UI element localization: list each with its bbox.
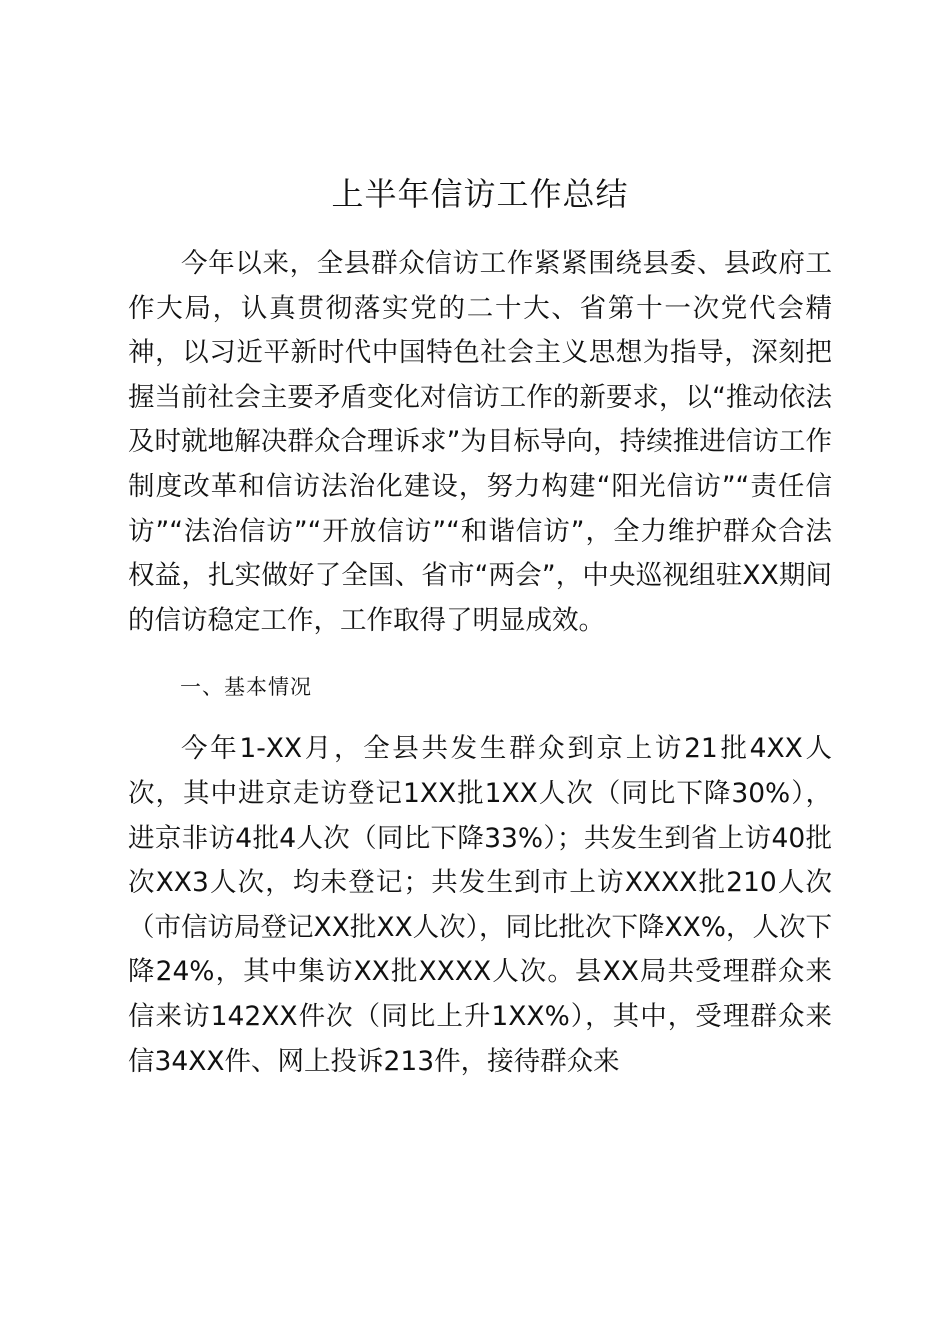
- document-title: 上半年信访工作总结: [331, 175, 629, 213]
- intro-paragraph: 今年以来，全县群众信访工作紧紧围绕县委、县政府工作大局，认真贯彻落实党的二十大、省第十一次党代会精神，以习近平新时代中国特色社会主义思想为指导，深刻把握当前社会主要矛盾变化对信访工作的新要求，以“推动依法及时就地解决群众合理诉求”为目标导向，持续推进信访工作制度改革和信访法治化建设，努力构建“阳光信访”“责任信访”“法治信访”“开放信访”“和谐信访”，全力维护群众合法权益，扎实做好了全国、省市“两会”，中央巡视组驻XX期间的信访稳定工作，工作取得了明显成效。: [128, 248, 832, 636]
- basic-situation-paragraph: 今年1-XX月，全县共发生群众到京上访21批4XX人次，其中进京走访登记1XX批1XX人次（同比下降30%），进京非访4批4人次（同比下降33%）；共发生到省上访40批次XX3人次，均未登记；共发生到市上访XXXX批210人次（市信访局登记XX批XX人次），同比批次下降XX%，人次下降24%，其中集访XX批XXXX人次。县XX局共受理群众来信来访142XX件次（同比上升1XX%），其中，受理群众来信34XX件、网上投诉213件，接待群众来: [128, 733, 832, 1077]
- document-content: [128, 172, 832, 1084]
- section-heading-basic-situation: 一、基本情况: [180, 675, 312, 700]
